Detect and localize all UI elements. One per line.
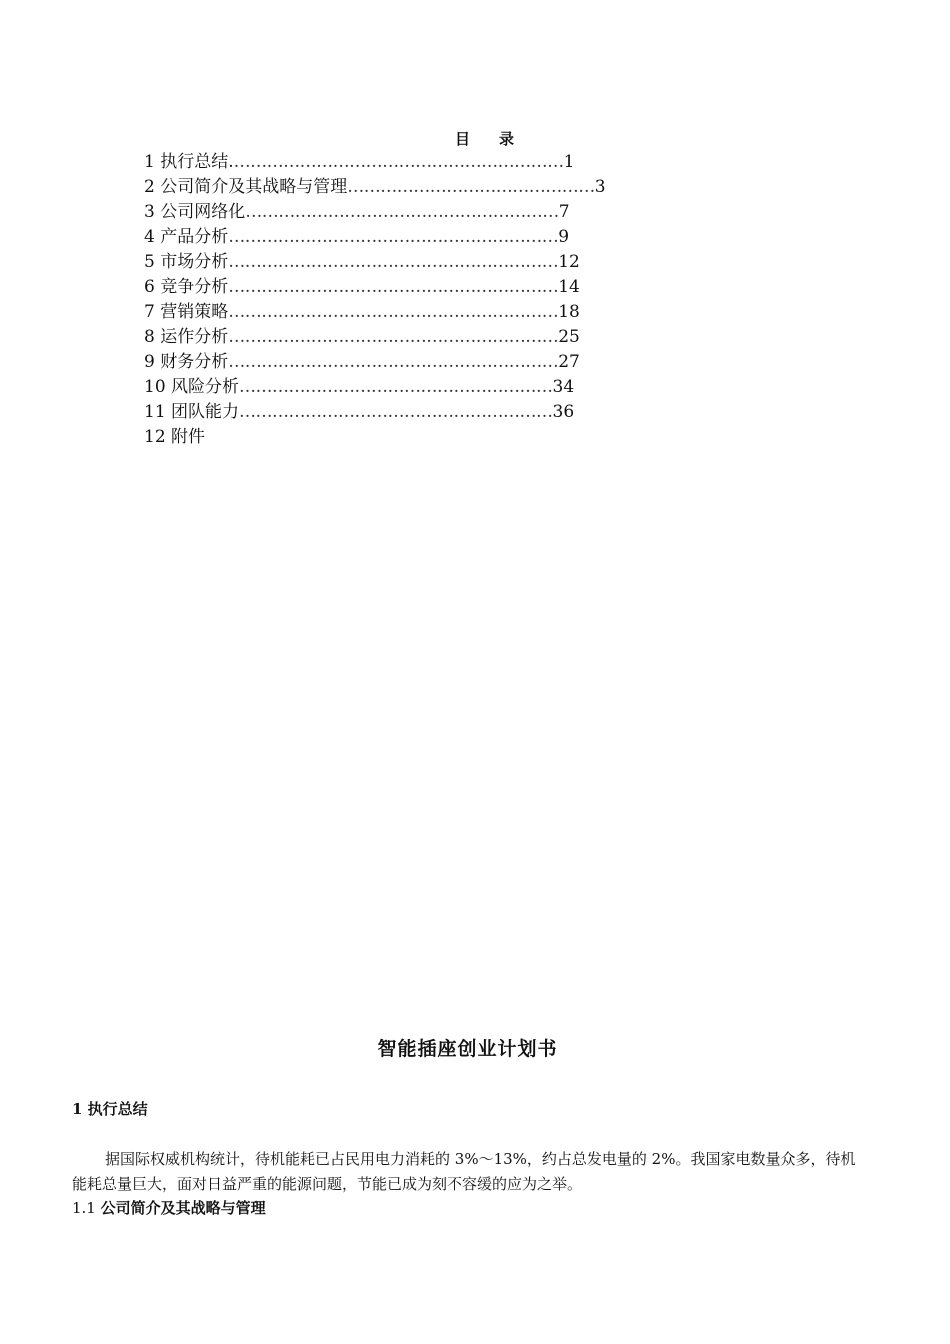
- toc-item-page: 9: [558, 227, 570, 247]
- toc-item-page: 3: [594, 177, 606, 197]
- toc-item[interactable]: [144, 400, 606, 425]
- body-paragraph: 据国际权威机构统计，待机能耗已占民用电力消耗的 3%～13%，约占总发电量的 2%。我国家电数量众多，待机能耗总量巨大，面对日益严重的能源问题，节能已成为刻不容缓的应为之举。: [72, 1150, 856, 1193]
- toc-item-leader: ……………………………………………………: [228, 227, 559, 247]
- toc-item[interactable]: [144, 425, 606, 450]
- toc-item-page: 7: [558, 202, 570, 222]
- toc-item[interactable]: [144, 375, 606, 400]
- toc-item-page: 34: [552, 377, 575, 397]
- subsection-title: 公司简介及其战略与管理: [100, 1199, 266, 1217]
- toc-item-leader: …………………………………………………: [245, 202, 559, 222]
- toc-item-leader: ……………………………………………………: [228, 277, 559, 297]
- toc-item-page: 36: [552, 402, 575, 422]
- toc-item[interactable]: [144, 300, 606, 325]
- subsection-heading: [72, 1197, 266, 1218]
- toc-item-leader: …………………………………………………: [239, 377, 553, 397]
- toc-item-page: 14: [558, 277, 580, 297]
- toc-item-label: 3 公司网络化: [144, 202, 246, 222]
- section-heading: 1 执行总结: [72, 1100, 148, 1118]
- toc-item-leader: ……………………………………………………: [233, 152, 564, 172]
- subsection-number: 1.1: [72, 1199, 101, 1217]
- toc-heading-left: 目: [454, 130, 471, 148]
- toc-item-label: 8 运作分析: [144, 327, 229, 347]
- toc-item-label: 6 竞争分析: [144, 277, 229, 297]
- toc-item[interactable]: [144, 250, 606, 275]
- document-title: 智能插座创业计划书: [377, 1038, 558, 1060]
- toc-item-page: 25: [558, 327, 580, 347]
- toc-item-page: 18: [558, 302, 580, 322]
- toc-item[interactable]: [144, 275, 606, 300]
- toc-item[interactable]: [144, 200, 606, 225]
- toc-item-label: 4 产品分析: [144, 227, 229, 247]
- toc-item[interactable]: [144, 225, 606, 250]
- toc-item-leader: ……………………………………………………: [228, 327, 559, 347]
- toc-item-label: 7 营销策略: [144, 302, 229, 322]
- toc-item-leader: ……………………………………………………: [228, 252, 559, 272]
- toc-item-leader: ……………………………………………………: [228, 352, 559, 372]
- toc-item-leader: ………………………………………: [347, 177, 595, 197]
- toc-item-label: 10 风险分析: [144, 377, 240, 397]
- toc-item-page: 12: [558, 252, 580, 272]
- toc-item[interactable]: [144, 150, 606, 175]
- toc-item-label: 12 附件: [144, 427, 206, 447]
- toc-item[interactable]: [144, 325, 606, 350]
- toc-item-leader: ……………………………………………………: [228, 302, 559, 322]
- toc-item-leader: …………………………………………………: [239, 402, 553, 422]
- toc-item-label: 2 公司简介及其战略与管理: [144, 177, 348, 197]
- toc-item-label: 9 财务分析: [144, 352, 229, 372]
- toc-item-label: 11 团队能力: [144, 402, 240, 422]
- toc-item[interactable]: [144, 175, 606, 200]
- toc-list: [144, 150, 606, 450]
- toc-heading-right: 录: [499, 130, 516, 148]
- toc-heading: [0, 128, 950, 149]
- toc-item-page: 27: [558, 352, 580, 372]
- toc-item-label: 1 执行总结.: [144, 152, 234, 172]
- toc-item-page: 1: [563, 152, 575, 172]
- toc-item-label: 5 市场分析: [144, 252, 229, 272]
- toc-item[interactable]: [144, 350, 606, 375]
